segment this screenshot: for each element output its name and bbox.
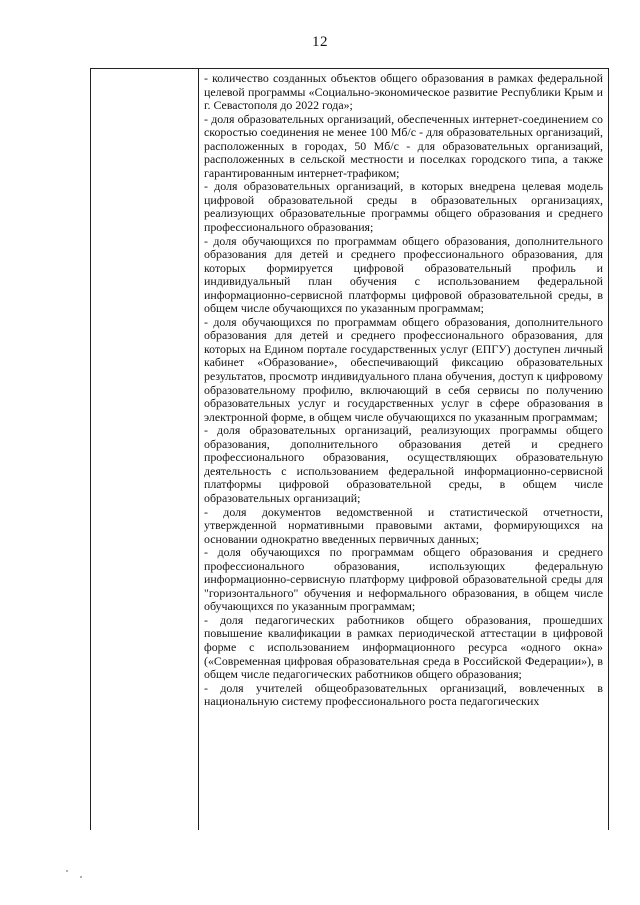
table-right-cell bbox=[199, 69, 608, 830]
list-item: - доля образовательных организаций, обеспеченных интернет-соединением со скоростью соединения не менее 100 Мб/с - для образовательных организаций, расположенных в городах, 50 Мб/с - для образовательных организаций, расположенных в сельской местности и поселках городского типа, а также гарантированным интернет-трафиком; bbox=[204, 111, 603, 180]
document-table bbox=[90, 68, 609, 830]
list-item: - доля документов ведомственной и статистической отчетности, утвержденной нормативными правовыми актами, формирующихся на основании однократно введенных первичных данных; bbox=[204, 504, 603, 546]
page-number: 12 bbox=[312, 34, 328, 50]
scan-speck bbox=[66, 870, 68, 872]
list-item: - доля обучающихся по программам общего образования и среднего профессионального образования, использующих федеральную информационно-сервисную платформу цифровой образовательной среды для "горизонтального" обучения и неформального образования, в общем числе обучающихся по указанным программам; bbox=[204, 545, 603, 614]
list-item: - доля учителей общеобразовательных организаций, вовлеченных в национальную систему профессионального роста педагогических bbox=[204, 680, 603, 709]
scan-speck bbox=[80, 876, 82, 878]
list-item: - доля образовательных организаций, реализующих программы общего образования, дополнительного образования детей и среднего профессионального образования, осуществляющих образовательную деятельность с использованием федеральной информационно-сервисной платформы цифровой образовательной среды, в общем числе образовательных организаций; bbox=[204, 423, 603, 505]
list-item: - доля обучающихся по программам общего образования, дополнительного образования для детей и среднего профессионального образования, для которых на Едином портале государственных услуг (ЕПГУ) доступен личный кабинет «Образование», обеспечивающий фиксацию образовательных результатов, просмотр индивидуального плана обучения, доступ к цифровому образовательному профилю, включающий в себя сервисы по получению образовательных услуг и государственных услуг в сфере образования в электронной форме, в общем числе обучающихся по указанным программам; bbox=[204, 314, 603, 424]
list-item: - количество созданных объектов общего образования в рамках федеральной целевой программы «Социально-экономическое развитие Республики Крым и г. Севастополя до 2022 года»; bbox=[204, 71, 603, 113]
table-left-cell bbox=[91, 69, 199, 830]
list-item: - доля обучающихся по программам общего образования, дополнительного образования для детей и среднего профессионального образования, для которых формируется цифровой образовательный профиль и индивидуальный план обучения с использованием федеральной информационно-сервисной платформы цифровой образовательной среды, в общем числе обучающихся по указанным программам; bbox=[204, 233, 603, 316]
list-item: - доля образовательных организаций, в которых внедрена целевая модель цифровой образовательной среды в образовательных организациях, реализующих образовательные программы общего образования и среднего профессионального образования; bbox=[204, 179, 603, 235]
list-item: - доля педагогических работников общего образования, прошедших повышение квалификации в рамках периодической аттестации в цифровой форме с использованием информационного ресурса «одного окна» («Современная цифровая образовательная среда в Российской Федерации»), в общем числе педагогических работников общего образования; bbox=[204, 612, 603, 682]
